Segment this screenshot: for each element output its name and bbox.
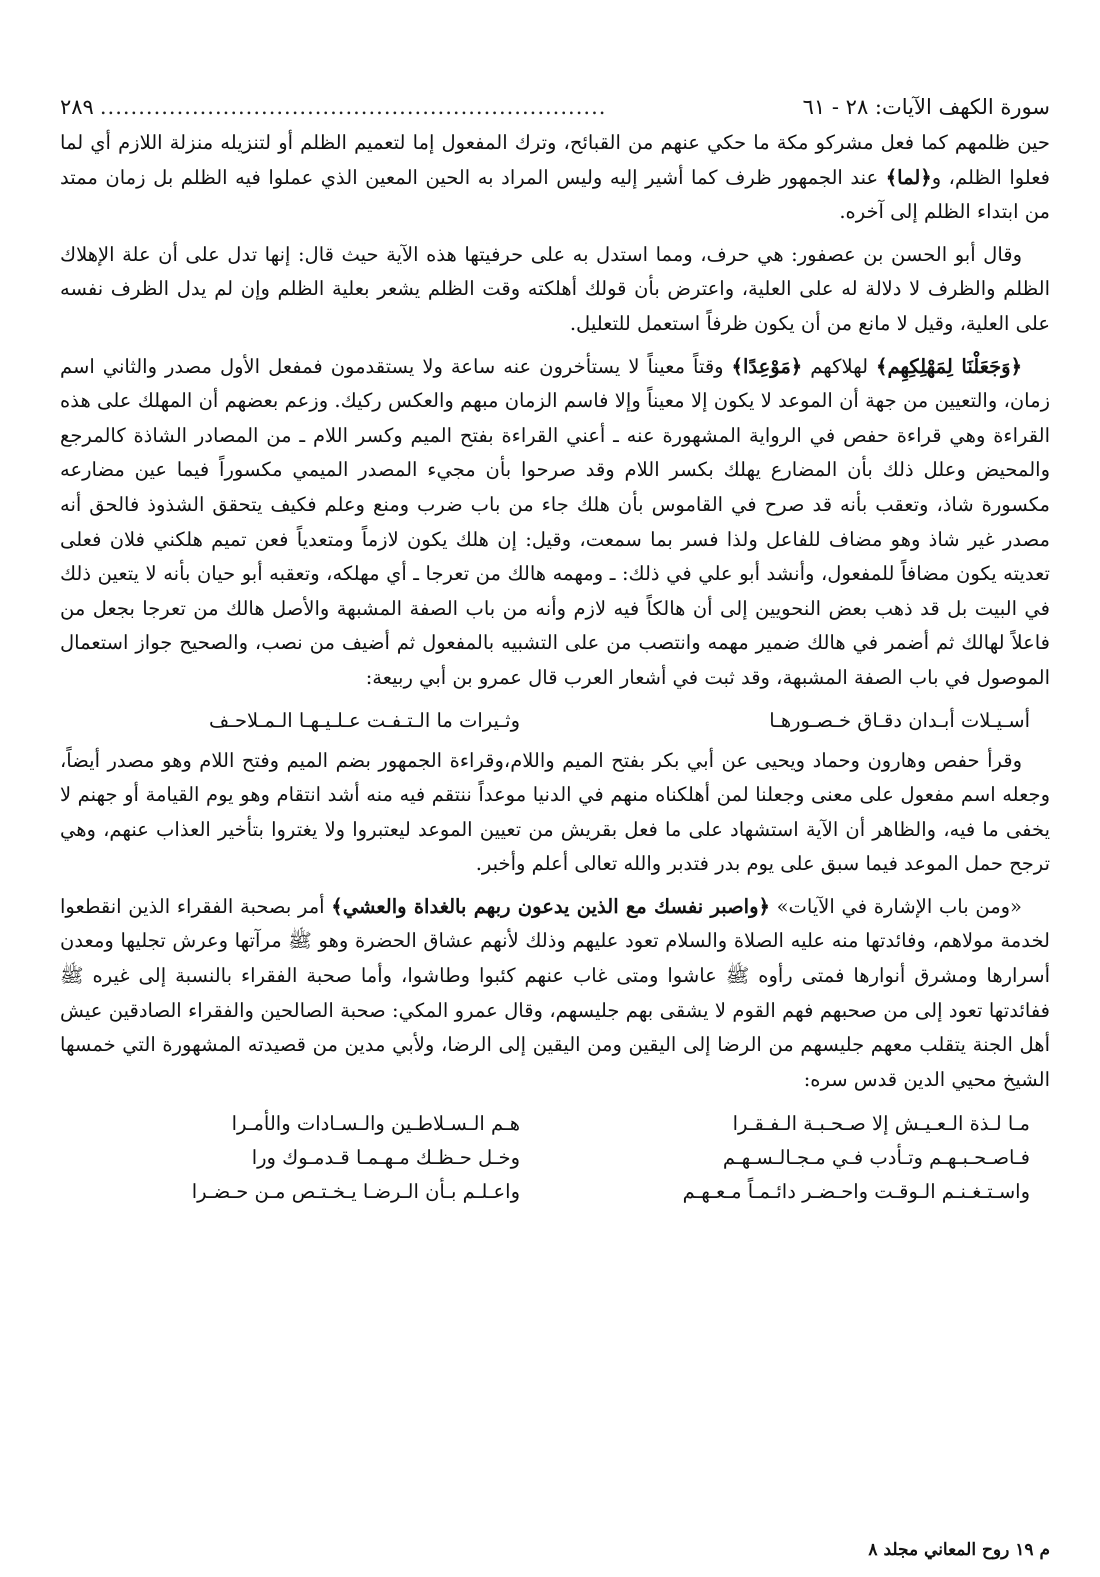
poem-verse-1 — [60, 700, 1050, 742]
verse-second-hemistich: وثـيرات ما الـتـفـت عـلـيـهـا الـمـلاحـف — [209, 708, 520, 732]
paragraph-3-text-b: وقتاً معيناً لا يستأخرون عنه ساعة ولا يستقدمون فمفعل الأول مصدر والثاني اسم زمان، والتعيين من جهة أن الموعد لا يكون إلا معيناً وإلا فاسم الزمان مبهم والعكس ركيك. وزعم بعضهم أن المهلك على هذه القراءة وهي قراءة حفص في الرواية المشهورة عنه ـ أعني القراءة بفتح الميم وكسر اللام ـ من المصادر الشاذة كالمرجع والمحيض وعلل ذلك بأن المضارع يهلك بكسر اللام وقد صرحوا بأن مجيء المصدر الميمي مكسوراً فيما عين مضارعه مكسورة شاذ، وتعقب بأنه قد صرح في القاموس بأن هلك جاء من باب ضرب ومنع وعلم فكيف يتحقق الشذوذ فالحق أنه مصدر غير شاذ وهو مضاف للفاعل ولذا فسر بما سمعت، وقيل: إن هلك يكون لازماً ومتعدياً فعن تميم هلكني فلان فعلى تعديته يكون مضافاً للمفعول، وأنشد أبو علي في ذلك: ـ ومهمه هالك من تعرجا ـ أي مهلكه، وتعقبه أبو حيان بأنه لا يتعين ذلك في البيت بل قد ذهب بعض النحويين إلى أن هالكاً فيه لازم وأنه من باب الصفة المشبهة والأصل هالك من تعرجا بجعل من فاعلاً لهالك ثم أضمر في هالك ضمير مهمه وانتصب من على التشبيه بالمفعول ثم أضيف من نصب، والصحيح جواز استعمال الموصول في باب الصفة المشبهة، وقد ثبت في أشعار العرب قال عمرو بن أبي ربيعة: — [60, 354, 1050, 689]
paragraph-4: وقرأ حفص وهارون وحماد ويحيى عن أبي بكر بفتح الميم واللام،وقراءة الجمهور بضم الميم وفتح اللام وهو مصدر أيضاً، وجعله اسم مفعول على معنى وجعلنا لمن أهلكناه منهم في الدنيا موعداً ننتقم فيه منه أشد انتقام وهو يوم القيامة أو جهنم لا يخفى ما فيه، والظاهر أن الآية استشهاد على ما فعل بقريش من تعيين الموعد ليعتبروا ولا يغتروا بتأخير العذاب عنهم، وهي ترجح حمل الموعد فيما سبق على يوم بدر فتدبر والله تعالى أعلم وأخبر. — [60, 748, 1050, 876]
verse-line-3-second: واعـلـم بـأن الـرضـا يـخـتـص مـن حـضـرا — [191, 1180, 520, 1204]
paragraph-1 — [60, 126, 1050, 230]
verse-line-2-second: وخـل حـظـك مـهـمـا قـدمـوك ورا — [251, 1146, 520, 1170]
quran-quote: ﴿واصبر نفسك مع الذين يدعون ربهم بالغداة والعشي﴾ — [331, 894, 770, 918]
verse-line-1-first: مـا لـذة الـعـيـش إلا صـحـبـة الـفـقـرا — [732, 1112, 1030, 1136]
verse-line-3-first: واسـتـغـنـم الـوقـت واحـضـر دائـمـاً مـعـهـم — [682, 1180, 1030, 1204]
verse-line-1-second: هـم الـسـلاطـين والـسـادات والأمـرا — [231, 1112, 520, 1136]
page — [60, 92, 1050, 1213]
paragraph-3-text-a: لهلاكهم — [802, 354, 877, 378]
running-title: سورة الكهف الآيات: ٢٨ - ٦١ — [802, 95, 1050, 119]
verse-line-2-first: فـاصـحـبـهـم وتـأدب فـي مـجـالـسـهـم — [722, 1146, 1030, 1170]
paragraph-1-text-a: حين ظلمهم كما فعل مشركو مكة ما حكي عنهم من القبائح، وترك المفعول إما لتعميم الظلم أو لتنزيله منزلة اللازم أي لما فعلوا الظلم، و — [60, 131, 1050, 189]
paragraph-5 — [60, 890, 1050, 1098]
page-footer: م ١٩ روح المعاني مجلد ٨ — [868, 1540, 1050, 1560]
page-number: ٢٨٩ — [60, 95, 94, 119]
quran-quote: ﴿مَوْعِدًا﴾ — [731, 354, 803, 378]
quran-quote: ﴿لما﴾ — [885, 165, 932, 189]
paragraph-1-text-b: عند الجمهور ظرف كما أشير إليه وليس المراد به الحين المعين الذي عملوا فيه الظلم بل زمان ممتد من ابتداء الظلم إلى آخره. — [60, 165, 1050, 224]
page-header — [60, 92, 1050, 126]
paragraph-3 — [60, 350, 1050, 696]
verse-first-hemistich: أسـيـلات أبـدان دقـاق خـصـورهـا — [769, 708, 1030, 732]
quran-quote: ﴿وَجَعَلْنَا لِمَهْلِكِهِم﴾ — [876, 354, 1022, 378]
leader-dots: .................................................................. — [99, 95, 607, 119]
paragraph-5-text-a: «ومن باب الإشارة في الآيات» — [769, 894, 1022, 918]
poem-verses-2 — [60, 1103, 1050, 1213]
paragraph-2: وقال أبو الحسن بن عصفور: هي حرف، ومما استدل به على حرفيتها هذه الآية حيث قال: إنها تدل على أن علة الإهلاك الظلم والظرف لا دلالة له على العلية، واعترض بأن قولك أهلكته وقت الظلم يشعر بعلية الظلم وإن لم يدل الظرف نفسه على العلية، وقيل لا مانع من أن يكون ظرفاً استعمل للتعليل. — [60, 242, 1050, 335]
paragraph-5-text-b: أمر بصحبة الفقراء الذين انقطعوا لخدمة مولاهم، وفائدتها منه عليه الصلاة والسلام تعود عليهم وذلك لأنهم عشاق الحضرة وهو ﷺ مرآتها وعرش تجليها ومعدن أسرارها ومشرق أنوارها فمتى رأوه ﷺ عاشوا ومتى غاب عنهم كئبوا وطاشوا، وأما صحبة الفقراء بالنسبة إلى غيره ﷺ ففائدتها تعود إلى من صحبهم فهم القوم لا يشقى بهم جليسهم، وقال عمرو المكي: صحبة الصالحين والفقراء الصادقين عيش أهل الجنة يتقلب معهم جليسهم من الرضا إلى اليقين ومن اليقين إلى الرضا، ولأبي مدين من قصيدته المشهورة التي خمسها الشيخ محيي الدين قدس سره: — [60, 894, 1050, 1091]
